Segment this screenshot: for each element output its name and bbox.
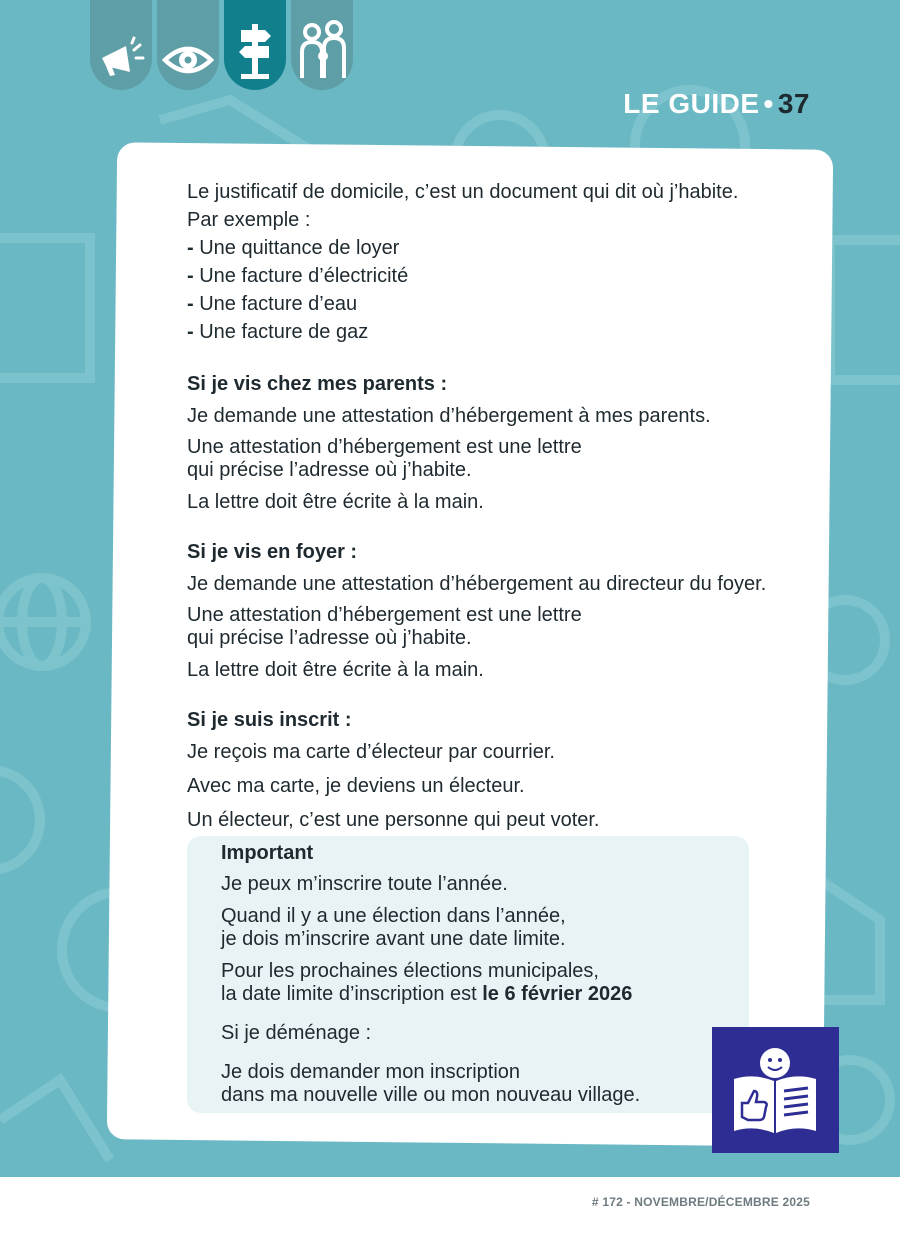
- important-paragraph-3a: Pour les prochaines élections municipales,: [221, 960, 599, 982]
- important-title: Important: [221, 842, 314, 864]
- important-paragraph-2b: je dois m’inscrire avant une date limite.: [221, 928, 566, 950]
- important-paragraph-1: Je peux m’inscrire toute l’année.: [221, 873, 508, 895]
- examples-list: [187, 234, 787, 346]
- issue-footer: # 172 - NOVEMBRE/DÉCEMBRE 2025: [591, 1195, 810, 1209]
- tab-people[interactable]: [291, 0, 353, 90]
- building-shape-left: [0, 238, 90, 378]
- easy-read-icon: [712, 1027, 839, 1153]
- guide-label: LE GUIDE: [623, 88, 760, 119]
- parents-paragraph-1: Je demande une attestation d’hébergement à mes parents.: [187, 405, 711, 427]
- house-shape-right: [820, 880, 880, 1000]
- deadline-text: la date limite d’inscription est: [221, 983, 477, 1005]
- section-title-parents: Si je vis chez mes parents :: [187, 373, 448, 395]
- important-paragraph-3b: [221, 983, 721, 1006]
- inscrit-paragraph-2: Avec ma carte, je deviens un électeur.: [187, 775, 525, 797]
- page-header: [623, 88, 810, 120]
- inscrit-paragraph-1: Je reçois ma carte d’électeur par courrier.: [187, 741, 555, 763]
- parents-paragraph-2b: qui précise l’adresse où j’habite.: [187, 459, 472, 481]
- list-item: - Une quittance de loyer: [187, 234, 787, 262]
- people-icon: [296, 20, 348, 80]
- page-number: 37: [777, 88, 810, 119]
- megaphone-icon: [96, 36, 146, 80]
- important-paragraph-5a: Je dois demander mon inscription: [221, 1061, 521, 1083]
- inscrit-paragraph-3: Un électeur, c’est une personne qui peut voter.: [187, 809, 600, 831]
- important-paragraph-2a: Quand il y a une élection dans l’année,: [221, 905, 566, 927]
- circle-shape-left: [0, 770, 40, 870]
- tab-eye[interactable]: [157, 0, 219, 90]
- eye-icon: [162, 40, 214, 80]
- intro-line: Le justificatif de domicile, c’est un document qui dit où j’habite.: [187, 181, 739, 203]
- foyer-paragraph-3: La lettre doit être écrite à la main.: [187, 659, 484, 681]
- section-title-inscrit: Si je suis inscrit :: [187, 709, 352, 731]
- house-shape-bottom-left: [0, 1080, 110, 1160]
- foyer-paragraph-2b: qui précise l’adresse où j’habite.: [187, 627, 472, 649]
- parents-paragraph-2a: Une attestation d’hébergement est une lettre: [187, 436, 582, 458]
- intro-example-label: Par exemple :: [187, 209, 311, 231]
- important-paragraph-4: Si je déménage :: [221, 1022, 372, 1044]
- important-paragraph-5b: dans ma nouvelle ville ou mon nouveau village.: [221, 1084, 641, 1106]
- list-item: - Une facture d’électricité: [187, 262, 787, 290]
- important-content: [221, 842, 721, 1107]
- header-separator: •: [763, 88, 774, 119]
- list-item: - Une facture de gaz: [187, 318, 787, 346]
- tab-megaphone[interactable]: [90, 0, 152, 90]
- foyer-paragraph-2a: Une attestation d’hébergement est une lettre: [187, 604, 582, 626]
- foyer-paragraph-1: Je demande une attestation d’hébergement au directeur du foyer.: [187, 573, 767, 595]
- signpost-icon: [235, 22, 275, 80]
- main-content: [187, 178, 787, 834]
- list-item: - Une facture d’eau: [187, 290, 787, 318]
- building-shape-right: [830, 240, 900, 380]
- section-title-foyer: Si je vis en foyer :: [187, 541, 358, 563]
- parents-paragraph-3: La lettre doit être écrite à la main.: [187, 491, 484, 513]
- tab-signpost[interactable]: [224, 0, 286, 90]
- deadline-date: le 6 février 2026: [482, 983, 633, 1005]
- easy-to-read-logo: [712, 1027, 839, 1153]
